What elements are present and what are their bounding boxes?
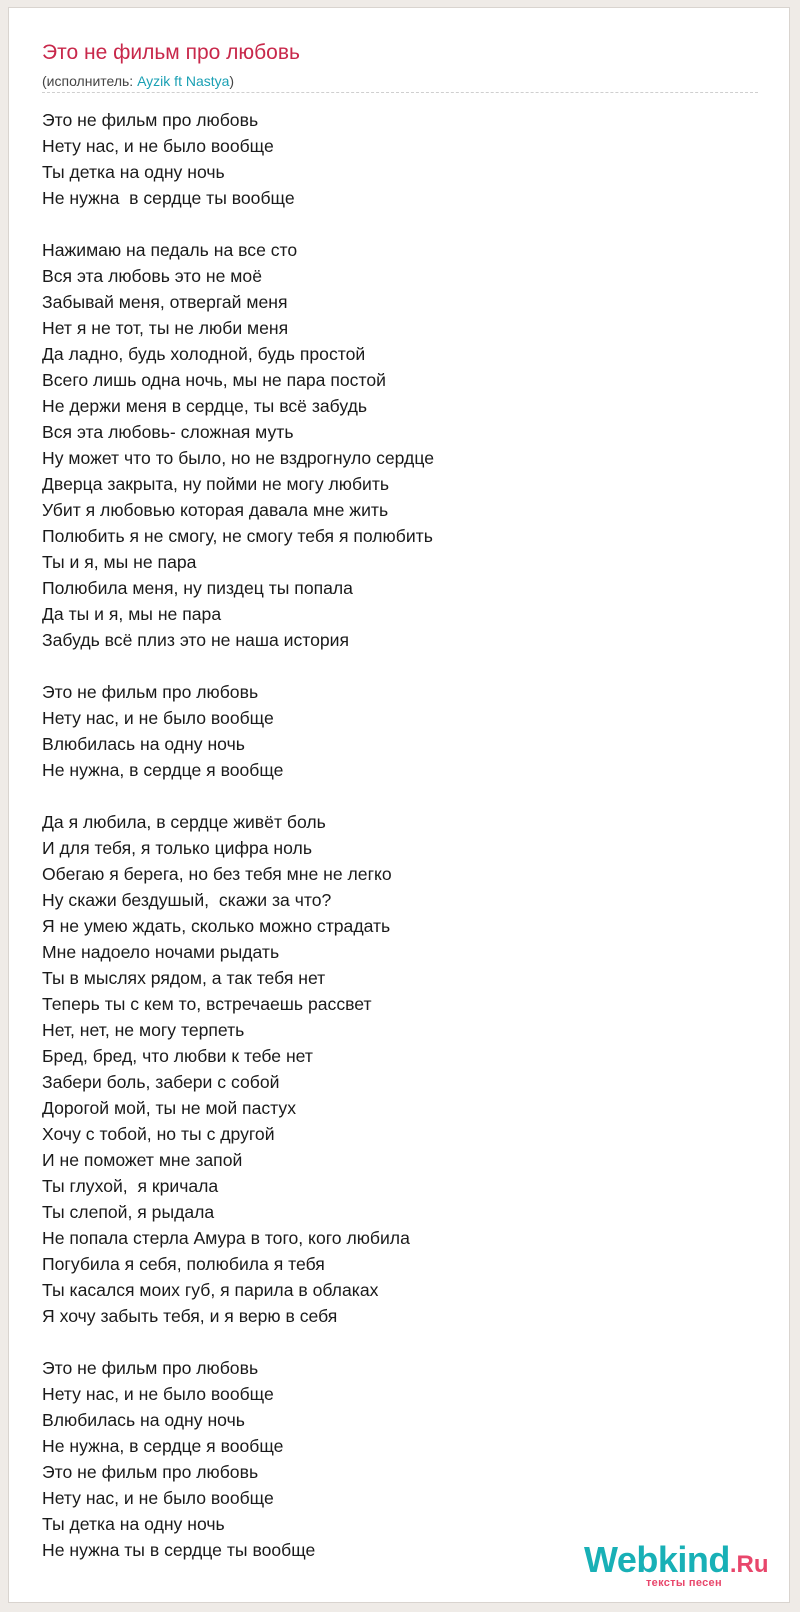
lyric-line: Это не фильм про любовь	[42, 1462, 259, 1482]
lyric-line: Забывай меня, отвергай меня	[42, 292, 288, 312]
lyric-line: Убит я любовью которая давала мне жить	[42, 500, 389, 520]
lyrics-stanza	[42, 237, 742, 653]
lyric-line: Забери боль, забери с собой	[42, 1072, 280, 1092]
lyric-line: Всего лишь одна ночь, мы не пара постой	[42, 370, 386, 390]
lyric-line: И для тебя, я только цифра ноль	[42, 838, 312, 858]
lyric-line: Хочу с тобой, но ты с другой	[42, 1124, 275, 1144]
lyric-line: Не нужна, в сердце я вообще	[42, 1436, 284, 1456]
lyrics-stanza	[42, 1355, 742, 1563]
lyric-line: Нету нас, и не было вообще	[42, 1384, 274, 1404]
lyric-line: Полюбила меня, ну пиздец ты попала	[42, 578, 353, 598]
lyric-line: Теперь ты с кем то, встречаешь рассвет	[42, 994, 372, 1014]
lyric-line: Мне надоело ночами рыдать	[42, 942, 280, 962]
lyric-line: Ты детка на одну ночь	[42, 1514, 225, 1534]
logo-wordmark: Webkind	[584, 1539, 730, 1580]
lyric-line: Нету нас, и не было вообще	[42, 136, 274, 156]
lyric-line: Вся эта любовь это не моё	[42, 266, 262, 286]
lyric-line: Обегаю я берега, но без тебя мне не легко	[42, 864, 392, 884]
lyric-line: Я не умею ждать, сколько можно страдать	[42, 916, 391, 936]
lyric-line: Нету нас, и не было вообще	[42, 708, 274, 728]
lyric-line: Ты и я, мы не пара	[42, 552, 197, 572]
lyric-line: Ты слепой, я рыдала	[42, 1202, 215, 1222]
logo-domain: .Ru	[729, 1551, 769, 1578]
lyric-line: Не нужна в сердце ты вообще	[42, 188, 295, 208]
lyric-line: Ты детка на одну ночь	[42, 162, 225, 182]
lyric-line: Ну может что то было, но не вздрогнуло сердце	[42, 448, 434, 468]
lyric-line: Забудь всё плиз это не наша история	[42, 630, 350, 650]
lyric-line: Ты в мыслях рядом, а так тебя нет	[42, 968, 326, 988]
artist-line	[42, 73, 234, 89]
lyrics-stanza	[42, 809, 742, 1329]
lyric-line: Полюбить я не смогу, не смогу тебя я полюбить	[42, 526, 433, 546]
logo-tagline: тексты песен	[646, 1577, 722, 1589]
lyric-line: Дорогой мой, ты не мой пастух	[42, 1098, 297, 1118]
lyric-line: Я хочу забыть тебя, и я верю в себя	[42, 1306, 338, 1326]
lyric-line: Ты касался моих губ, я парила в облаках	[42, 1280, 379, 1300]
lyrics-body	[42, 107, 742, 1563]
lyrics-stanza	[42, 679, 742, 783]
lyric-line: Влюбилась на одну ночь	[42, 734, 245, 754]
lyric-line: Да ты и я, мы не пара	[42, 604, 222, 624]
lyric-line: Не нужна, в сердце я вообще	[42, 760, 284, 780]
title-divider	[42, 92, 758, 93]
artist-prefix: (исполнитель:	[42, 73, 138, 89]
lyric-line: Ну скажи бездушый, скажи за что?	[42, 890, 332, 910]
lyric-line: Да ладно, будь холодной, будь простой	[42, 344, 366, 364]
lyric-line: Ты глухой, я кричала	[42, 1176, 219, 1196]
lyric-line: Нету нас, и не было вообще	[42, 1488, 274, 1508]
lyric-line: Это не фильм про любовь	[42, 1358, 259, 1378]
lyric-line: Это не фильм про любовь	[42, 682, 259, 702]
lyric-line: Дверца закрыта, ну пойми не могу любить	[42, 474, 390, 494]
site-logo[interactable]	[584, 1539, 769, 1589]
lyric-line: И не поможет мне запой	[42, 1150, 243, 1170]
lyrics-stanza	[42, 107, 742, 211]
artist-link[interactable]: Ayzik ft Nastya	[137, 73, 230, 89]
lyric-line: Бред, бред, что любви к тебе нет	[42, 1046, 313, 1066]
lyric-line: Нет я не тот, ты не люби меня	[42, 318, 289, 338]
lyric-line: Это не фильм про любовь	[42, 110, 259, 130]
song-title: Это не фильм про любовь	[42, 41, 300, 64]
lyric-line: Не попала стерла Амура в того, кого любила	[42, 1228, 410, 1248]
lyric-line: Вся эта любовь- сложная муть	[42, 422, 294, 442]
lyric-line: Да я любила, в сердце живёт боль	[42, 812, 326, 832]
lyric-line: Влюбилась на одну ночь	[42, 1410, 245, 1430]
lyric-line: Не нужна ты в сердце ты вообще	[42, 1540, 316, 1560]
lyric-line: Нажимаю на педаль на все сто	[42, 240, 298, 260]
lyric-line: Нет, нет, не могу терпеть	[42, 1020, 245, 1040]
artist-suffix: )	[229, 73, 235, 89]
lyric-line: Не держи меня в сердце, ты всё забудь	[42, 396, 368, 416]
lyric-line: Погубила я себя, полюбила я тебя	[42, 1254, 325, 1274]
